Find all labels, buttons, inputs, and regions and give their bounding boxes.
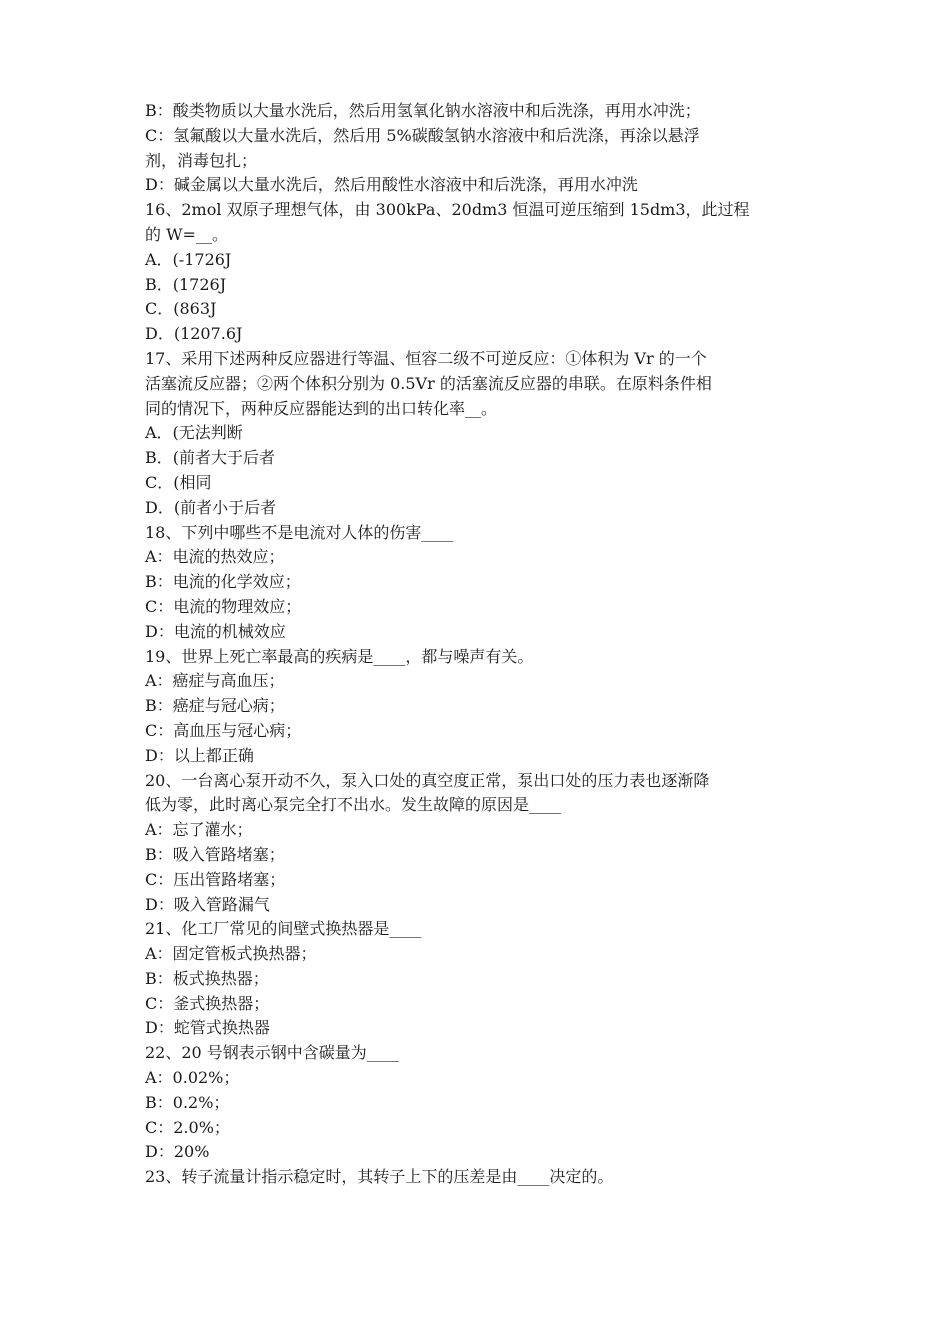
text-line: 低为零，此时离心泵完全打不出水。发生故障的原因是____ xyxy=(145,795,562,815)
text-line: 20、一台离心泵开动不久，泵入口处的真空度正常，泵出口处的压力表也逐渐降 xyxy=(145,770,710,790)
text-line: 活塞流反应器；②两个体积分别为 0.5Vr 的活塞流反应器的串联。在原料条件相 xyxy=(145,373,712,393)
text-line: A：忘了灌水； xyxy=(145,820,253,840)
text-line: B：板式换热器； xyxy=(145,968,269,988)
text-line: 17、采用下述两种反应器进行等温、恒容二级不可逆反应：①体积为 Vr 的一个 xyxy=(145,348,707,368)
text-line: B：癌症与冠心病； xyxy=(145,696,285,716)
text-line: 23、转子流量计指示稳定时，其转子上下的压差是由____决定的。 xyxy=(145,1167,614,1187)
text-line: D：20% xyxy=(145,1142,210,1162)
text-line: A：电流的热效应； xyxy=(145,547,285,567)
text-line: 22、20 号钢表示钢中含碳量为____ xyxy=(145,1043,399,1063)
text-line: 19、世界上死亡率最高的疾病是____，都与噪声有关。 xyxy=(145,646,534,666)
text-line: 21、化工厂常见的间壁式换热器是____ xyxy=(145,919,422,939)
text-line: C．(相同 xyxy=(145,472,212,492)
text-line: A：固定管板式换热器； xyxy=(145,944,317,964)
text-line: D．(前者小于后者 xyxy=(145,497,277,517)
text-line: C：2.0%； xyxy=(145,1117,230,1137)
text-line: A：癌症与高血压； xyxy=(145,671,285,691)
text-line: B：电流的化学效应； xyxy=(145,572,301,592)
text-line: C：高血压与冠心病； xyxy=(145,720,302,740)
text-line: B：0.2%； xyxy=(145,1092,230,1112)
text-line: C：压出管路堵塞； xyxy=(145,869,286,889)
text-line: 18、下列中哪些不是电流对人体的伤害____ xyxy=(145,522,454,542)
text-line: D．(1207.6J xyxy=(145,324,243,344)
text-line: C：釜式换热器； xyxy=(145,993,270,1013)
text-line: A．(无法判断 xyxy=(145,423,243,443)
text-line: A：0.02%； xyxy=(145,1068,240,1088)
text-line: B：酸类物质以大量水洗后，然后用氢氧化钠水溶液中和后洗涤，再用水冲洗； xyxy=(145,101,701,120)
text-line: D：以上都正确 xyxy=(145,745,254,765)
text-line: C：氢氟酸以大量水洗后，然后用 5%碳酸氢钠水溶液中和后洗涤，再涂以悬浮 xyxy=(145,125,700,145)
text-line: C：电流的物理效应； xyxy=(145,596,302,616)
text-line: C．(863J xyxy=(145,299,217,319)
text-line: D：碱金属以大量水洗后，然后用酸性水溶液中和后洗涤，再用水冲洗 xyxy=(145,175,638,195)
document-page xyxy=(145,99,810,1190)
text-line: D：蛇管式换热器 xyxy=(145,1018,270,1038)
text-line: D：电流的机械效应 xyxy=(145,621,286,641)
text-line: 16、2mol 双原子理想气体，由 300kPa、20dm3 恒温可逆压缩到 15dm3，此过程 xyxy=(145,200,750,220)
text-line: A．(-1726J xyxy=(145,249,232,269)
text-line: 的 W=__。 xyxy=(145,224,228,244)
text-line: 同的情况下，两种反应器能达到的出口转化率__。 xyxy=(145,398,498,418)
text-line: D：吸入管路漏气 xyxy=(145,894,270,914)
text-line: B．(前者大于后者 xyxy=(145,448,276,468)
text-line: 剂，消毒包扎； xyxy=(145,150,258,170)
text-line: B．(1726J xyxy=(145,274,227,294)
text-line: B：吸入管路堵塞； xyxy=(145,844,285,864)
